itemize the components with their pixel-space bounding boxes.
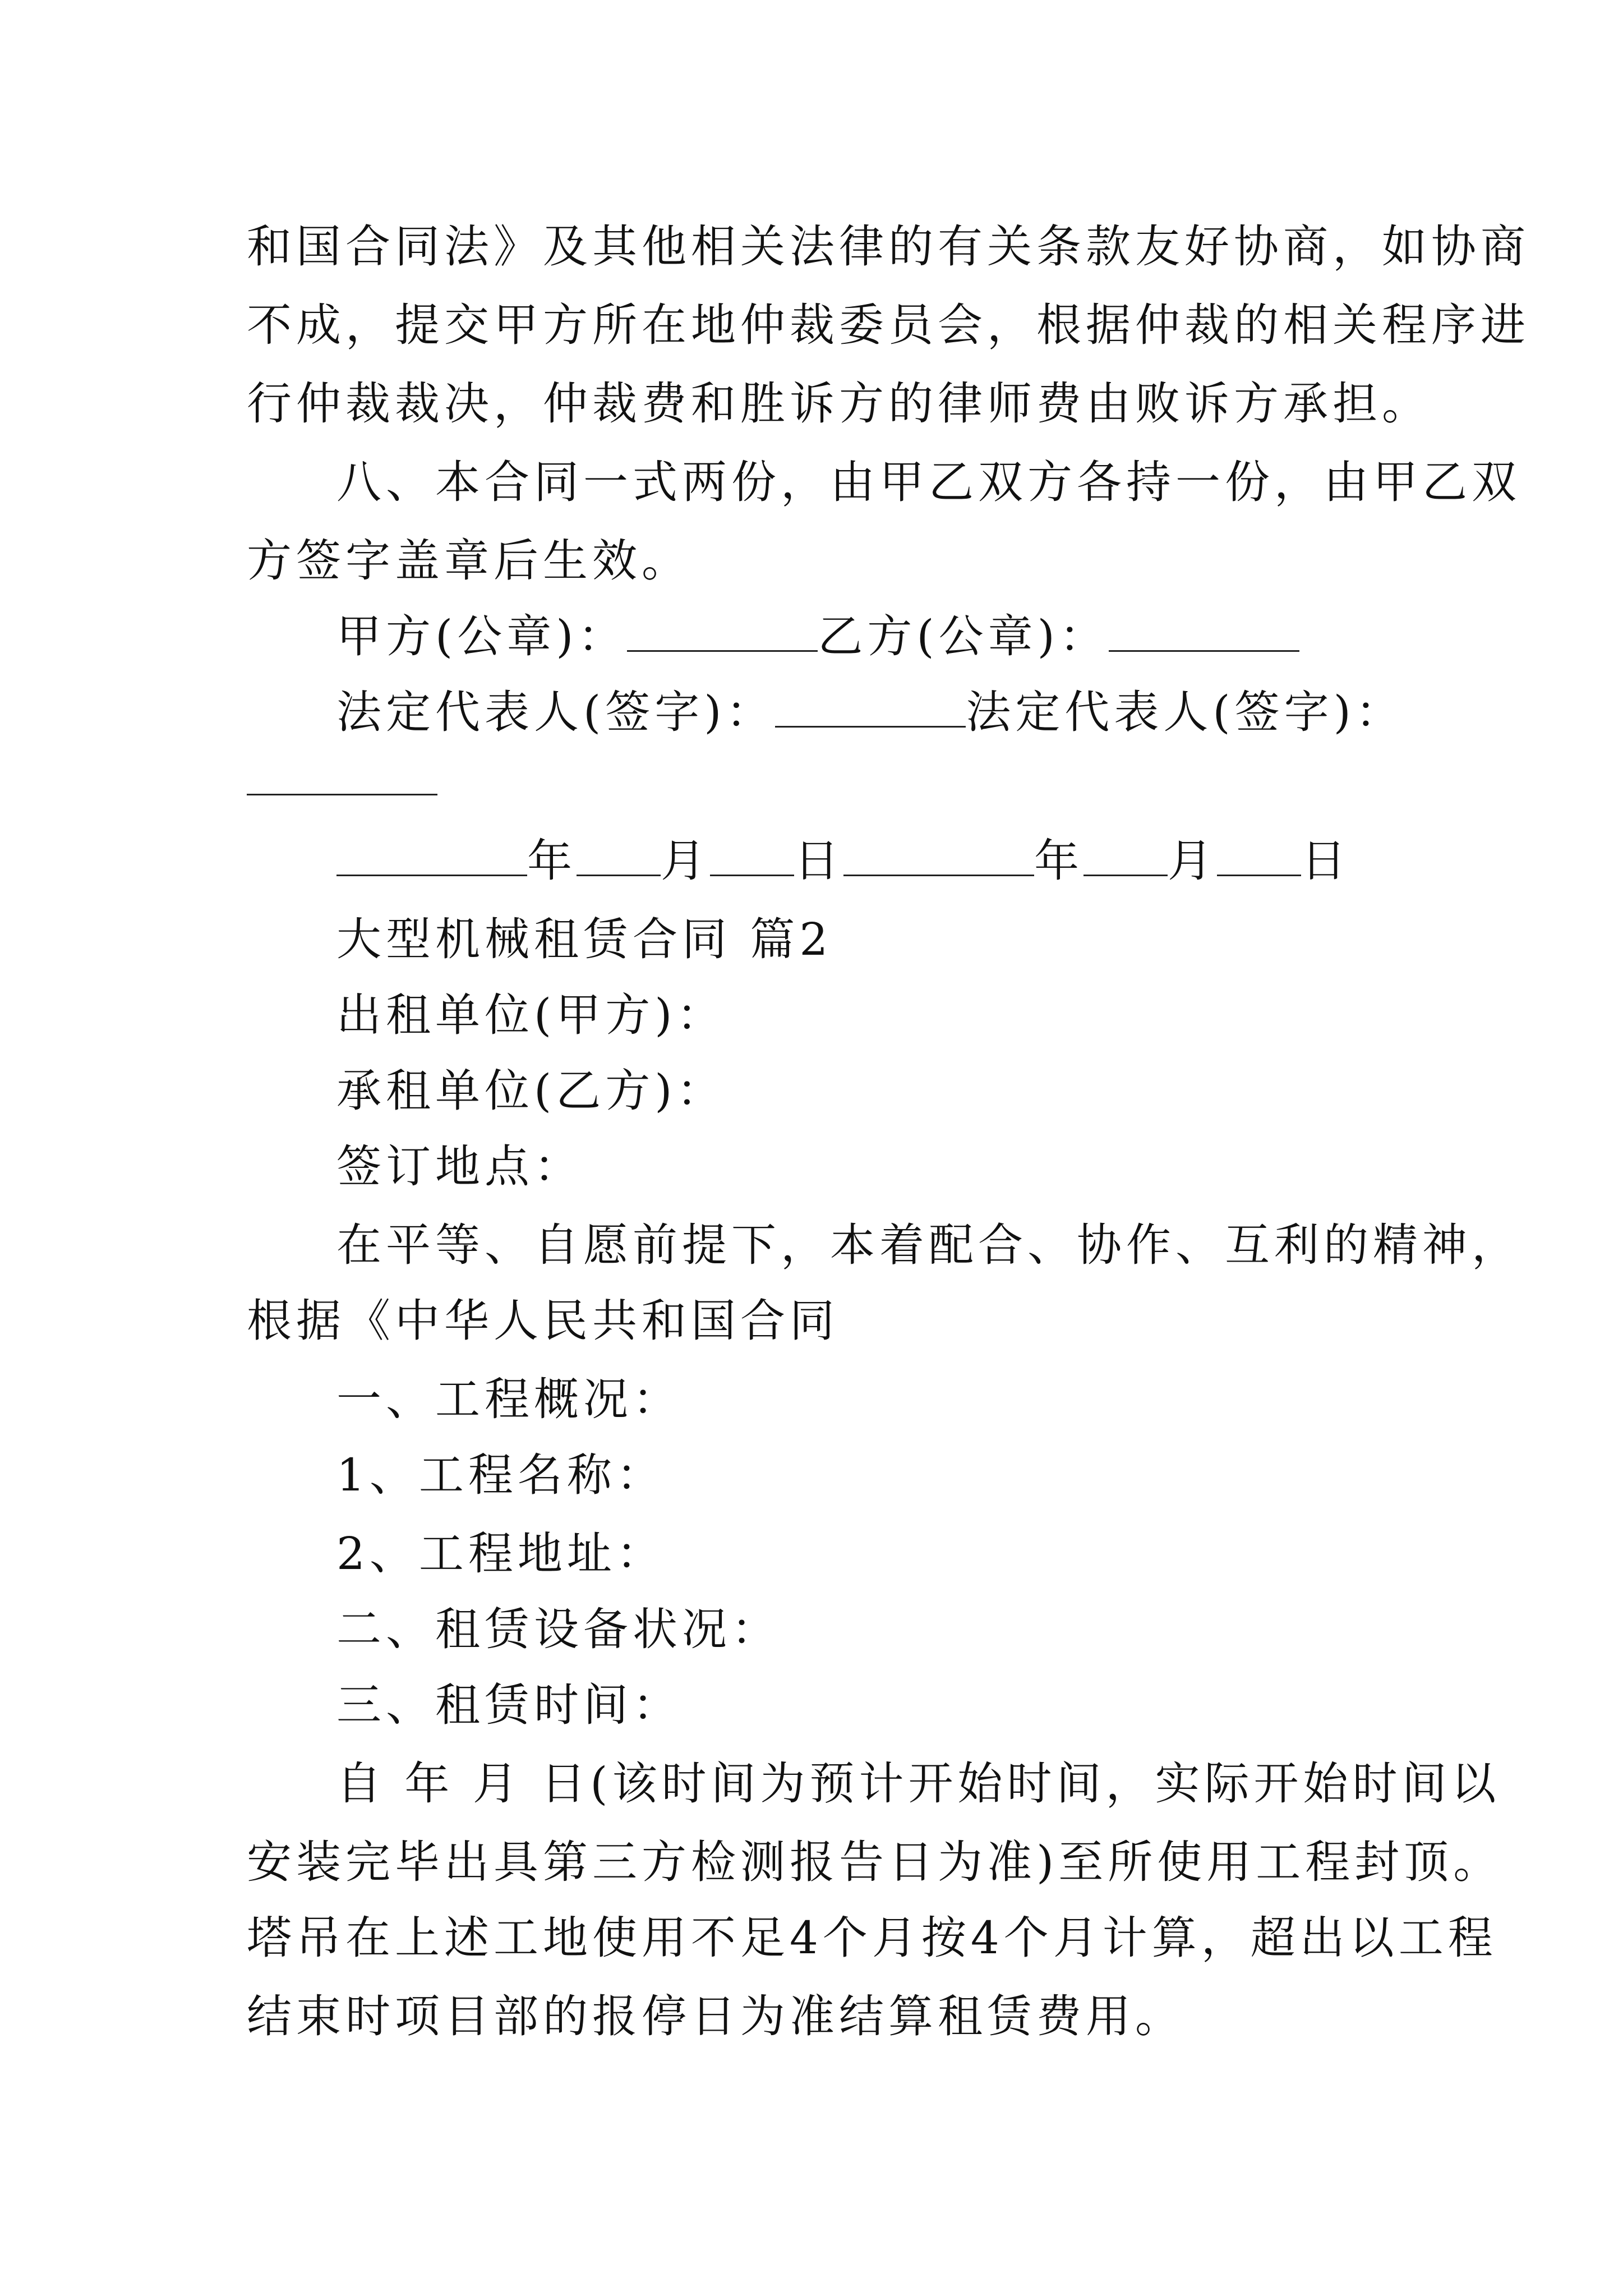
clause-eight-line: 八、本合同一式两份，由甲乙双方各持一份，由甲乙双 (336, 456, 1521, 508)
legal-rep-a-blank (775, 687, 966, 728)
day-label-b: 日 (1301, 835, 1350, 887)
year-blank-b (843, 835, 1034, 876)
lease-time-line: 塔吊在上述工地使用不足4个月按4个月计算，超出以工程 (247, 1912, 1497, 1964)
day-label-a: 日 (794, 835, 843, 887)
paragraph-line: 不成，提交甲方所在地仲裁委员会，根据仲裁的相关程序进 (247, 299, 1530, 351)
seal-row (336, 597, 1299, 676)
lease-time-line: 结束时项目部的报停日为准结算租赁费用。 (247, 1990, 1184, 2042)
lease-time-line: 自 年 月 日(该时间为预计开始时间，实际开始时间以 (336, 1757, 1501, 1810)
section-title: 大型机械租赁合同 篇2 (336, 913, 833, 965)
month-blank-b (1083, 835, 1168, 876)
paragraph-line: 和国合同法》及其他相关法律的有关条款友好协商，如协商 (247, 220, 1530, 273)
month-label-b: 月 (1168, 835, 1217, 887)
lease-time-line: 安装完毕出具第三方检测报告日为准)至所使用工程封顶。 (247, 1836, 1503, 1888)
party-a-seal-blank (627, 611, 818, 652)
legal-rep-a-label: 法定代表人(签字)： (336, 686, 776, 738)
item-project-address: 2、工程地址： (336, 1527, 666, 1580)
date-row (336, 822, 1350, 900)
item-project-name: 1、工程名称： (336, 1449, 666, 1501)
item-lease-time: 三、租赁时间： (336, 1679, 682, 1731)
year-label-a: 年 (527, 835, 577, 887)
item-equipment-status: 二、租赁设备状况： (336, 1603, 781, 1655)
party-b-seal-label: 乙方(公章)： (818, 610, 1109, 662)
preamble-line: 根据《中华人民共和国合同 (247, 1295, 839, 1347)
year-blank-a (336, 835, 527, 876)
day-blank-a (710, 835, 794, 876)
preamble-line: 在平等、自愿前提下，本着配合、协作、互利的精神， (336, 1219, 1521, 1271)
party-a-seal-label: 甲方(公章)： (336, 610, 628, 662)
signing-place-line: 签订地点： (336, 1140, 583, 1193)
legal-rep-b-blank (247, 794, 437, 795)
lessor-line: 出租单位(甲方)： (336, 989, 726, 1041)
day-blank-b (1217, 835, 1301, 876)
month-blank-a (577, 835, 661, 876)
party-b-seal-blank (1109, 611, 1299, 652)
item-project-overview: 一、工程概况： (336, 1373, 682, 1425)
paragraph-line: 行仲裁裁决，仲裁费和胜诉方的律师费由败诉方承担。 (247, 378, 1431, 430)
clause-eight-line: 方签字盖章后生效。 (247, 535, 691, 587)
legal-rep-row (336, 673, 1405, 752)
month-label-a: 月 (661, 835, 710, 887)
lessee-line: 承租单位(乙方)： (336, 1065, 726, 1117)
year-label-b: 年 (1034, 835, 1083, 887)
legal-rep-b-label: 法定代表人(签字)： (966, 686, 1405, 738)
